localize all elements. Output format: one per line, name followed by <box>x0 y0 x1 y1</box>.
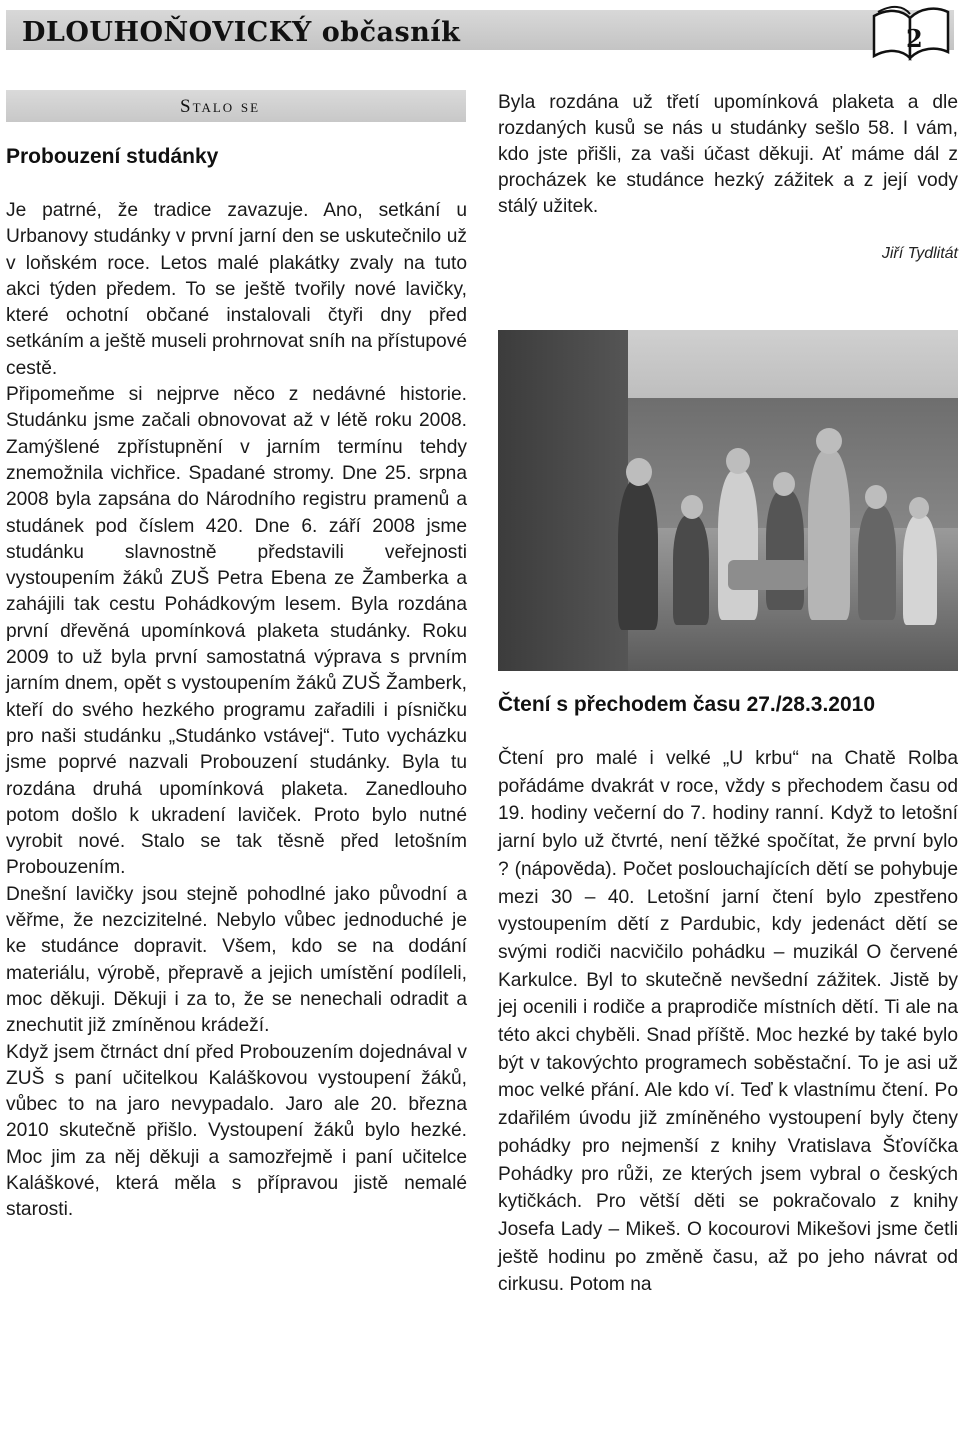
newsletter-title: DLOUHOŇOVICKÝ občasník <box>22 17 461 48</box>
paragraph: Čtení pro malé i velké „U krbu“ na Chatě Rolba pořádáme dvakrát v roce, vždy s přechodem času od 19. hodiny večerní do 7. hodiny ranní. Když to letošní jarní bylo už čtvrté, není těžké spočítat, že první bylo ? (nápověda). Počet poslouchajících dětí se pohybuje mezi 30 – 40. Letošní jarní čtení bylo zpestřeno vystoupením dětí z Pardubic, kdy jedenáct dětí se svými rodiči nacvičilo pohádku – muzikál O červené Karkulce. Byl to skutečně nevšední zážitek. Jistě by jej ocenili i rodiče a praprodiče místních dětí. Ti ale na této akci chyběli. Snad příště. Moc hezké by také bylo být v takovýchto programech soběstační. To je asi už moc velké přání. Ale kdo ví. Teď k vlastnímu čtení. Po zdařilém úvodu již zmíněného vystoupení byly čteny pohádky pro nejmenší z knihy Vratislava Šťovíčka Pohádky pro růži, ze kterých jsem vybral o českých kytičkách. Pro větší děti se pokračovalo z knihy Josefa Lady – Mikeš. O kocourovi Mikešovi jsme četli ještě hodinu po změně času, až po jeho návrat od cirkusu. Potom na <box>498 748 958 1296</box>
article-body-2 <box>498 745 958 1299</box>
author-signature: Jiří Tydlitát <box>881 245 958 262</box>
paragraph: Dnešní lavičky jsou stejně pohodlné jako původní a věřme, že nezcizitelné. Nebylo vůbec jednoduché je ke studánce dopravit. Všem, kdo se na dodání materiálu, výrobě, přepravě a jejich umístění podíleli, moc děkuji. Děkuji i za to, že se nenechali odradit a znechutit již zmíněnou krádeží. <box>6 883 467 1037</box>
article-body <box>6 198 467 1224</box>
article-headline-2: Čtení s přechodem času 27./28.3.2010 <box>498 693 876 716</box>
section-bar <box>6 90 466 122</box>
paragraph: Je patrné, že tradice zavazuje. Ano, setkání u Urbanovy studánky v první jarní den se uskutečnilo už v loňském roce. Letos malé plakátky zvaly na tuto akci týden předem. To se ještě tvořily nové lavičky, které ochotní občané instalovali čtyři dny před setkáním a ještě museli prohrnovat sníh na přístupové cestě. <box>6 200 467 379</box>
paragraph: Byla rozdána už třetí upomínková plaketa a dle rozdaných kusů se nás u studánky sešlo 58. I vám, kdo jste přišli, za vaši účast děkuji. Ať máme dál z procházek ke studánce hezký zážitek a z její vody stálý užitek. <box>498 92 958 217</box>
paragraph: Připomeňme si nejprve něco z nedávné historie. Studánku jsme začali obnovovat až v létě roku 2008. Zamýšlené zpřístupnění v jarním termínu tehdy znemožnila vichřice. Spadané stromy. Dne 25. srpna 2008 byla zapsána do Národního registru pramenů a studánek pod číslem 420. Dne 6. září 2008 jsme studánku slavnostně představili veřejnosti vystoupením žáků ZUŠ Petra Ebena ze Žamberka a zahájili tak cestu Pohádkovým lesem. Byla rozdána první dřevěná upomínková plaketa studánky. Roku 2009 to už byla první samostatná výprava s prvním jarním dnem, opět s vystoupením žáků ZUŠ Žamberk, kteří do svého hezkého programu zařadili i písničku pro naši studánku „Studánko vstávej“. Tuto vycházku jsme poprvé nazvali Probouzení studánky. Byla tu rozdána druhá upomínková plaketa. Zanedlouho potom došlo k ukradení laviček. Proto bylo nutné vyrobit nové. Stalo se tak těsně před letošním Probouzením. <box>6 384 467 879</box>
page-number: 2 <box>906 24 923 53</box>
paragraph: Když jsem čtrnáct dní před Probouzením dojednával v ZUŠ s paní učitelkou Kaláškovou vystoupení žáků, vůbec to na jaro nevypadalo. Jaro ale 20. března 2010 skutečně přišlo. Vystoupení žáků bylo hezké. Moc jim za něj děkuji a samozřejmě i paní učitelce Kaláškové, která měla s přípravou jistě nemalé starosti. <box>6 1041 467 1221</box>
article-continuation <box>498 90 958 220</box>
article-headline: Probouzení studánky <box>6 145 219 168</box>
event-photo <box>498 330 958 671</box>
masthead <box>6 10 954 50</box>
section-label: Stalo se <box>180 96 261 117</box>
